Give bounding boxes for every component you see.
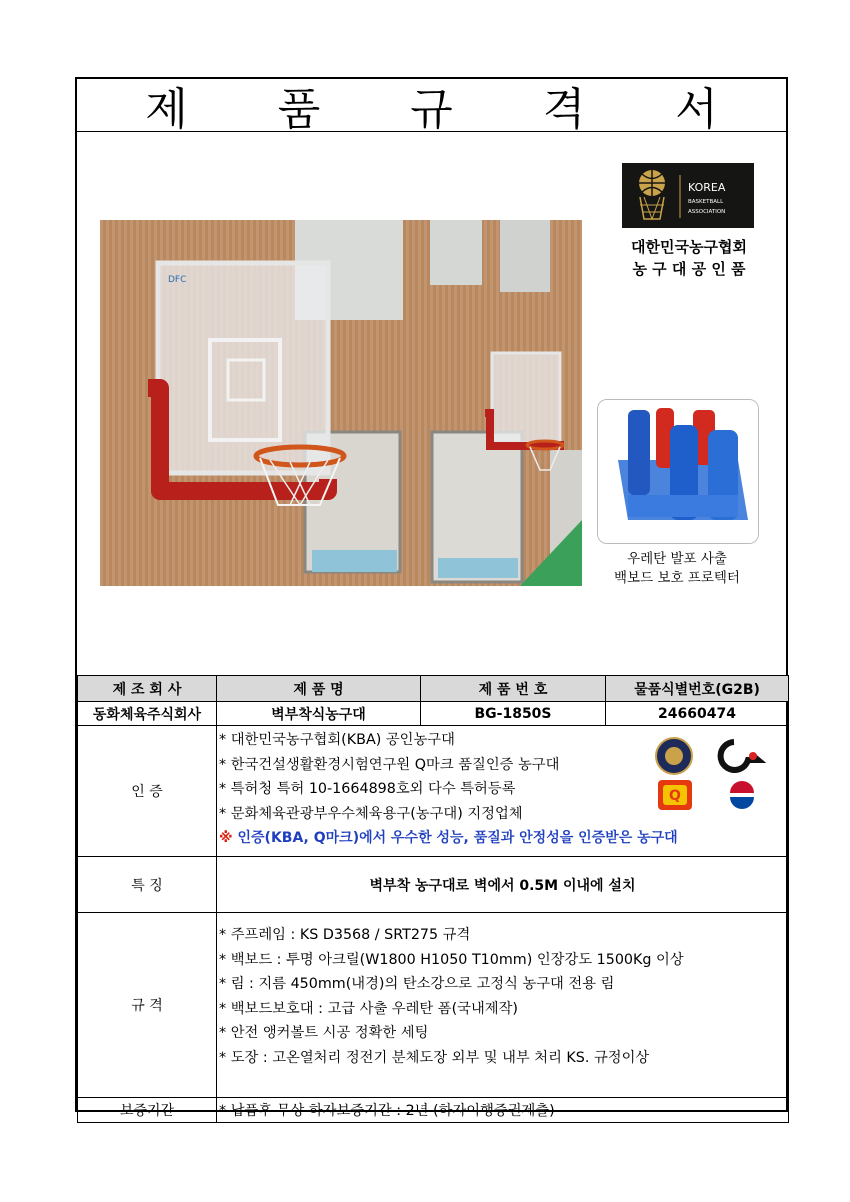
header-g2b-number: 물품식별번호(G2B) xyxy=(606,676,789,702)
header-product-number: 제 품 번 호 xyxy=(421,676,606,702)
spec-line: * 주프레임 : KS D3568 / SRT275 규격 xyxy=(219,927,471,943)
feature-row xyxy=(78,857,789,913)
table-value-row xyxy=(78,702,789,726)
feature-text: 벽부착 농구대로 벽에서 0.5M 이내에 설치 xyxy=(217,857,789,913)
protector-photo xyxy=(597,399,759,544)
spec-line: * 도장 : 고온열처리 정전기 분체도장 외부 및 내부 처리 KS. 규정이상 xyxy=(219,1049,650,1066)
note-text: 인증(KBA, Q마크)에서 우수한 성능, 품질과 안정성을 인증받은 농구대 xyxy=(232,830,678,846)
spec-table xyxy=(77,675,789,1123)
value-g2b-number: 24660474 xyxy=(606,702,789,726)
certification-line: * 대한민국농구협회(KBA) 공인농구대 xyxy=(219,732,455,748)
value-product-name: 벽부착식농구대 xyxy=(217,702,421,726)
certification-label: 인 증 xyxy=(78,726,217,857)
certification-content xyxy=(217,726,789,857)
gym-wall-illustration xyxy=(100,220,582,586)
protector-caption xyxy=(597,550,757,588)
protector-illustration xyxy=(598,400,758,543)
kba-logo-text-2: BASKETBALL xyxy=(688,199,724,205)
photo-area xyxy=(77,132,786,675)
spec-line: * 림 : 지름 450mm(내경)의 탄소강으로 고정식 농구대 전용 림 xyxy=(219,976,615,992)
table-header-row xyxy=(78,676,789,702)
certification-logos xyxy=(652,736,770,816)
warranty-row xyxy=(78,1098,789,1123)
kba-basketball-icon xyxy=(622,163,754,228)
certification-row xyxy=(78,726,789,857)
spec-line: * 백보드보호대 : 고급 사출 우레탄 폼(국내제작) xyxy=(219,1000,518,1017)
certification-line: * 특허청 특허 10-1664898호외 다수 특허등록 xyxy=(219,781,516,797)
spec-label: 규 격 xyxy=(78,913,217,1098)
kba-caption xyxy=(613,236,765,280)
warranty-label: 보증기간 xyxy=(78,1098,217,1123)
header-product-name: 제 품 명 xyxy=(217,676,421,702)
kba-logo-text-3: ASSOCIATION xyxy=(688,209,726,215)
warranty-text: * 납품후 무상 하자보증기간 : 2년 (하자이행증권제출) xyxy=(217,1098,789,1123)
backboard-brand-text: DFC xyxy=(168,275,187,285)
header-manufacturer: 제 조 회 사 xyxy=(78,676,217,702)
certification-line: * 문화체육관광부우수체육용구(농구대) 지정업체 xyxy=(219,805,523,822)
page-title: 제 품 규 격 서 xyxy=(77,79,786,132)
kba-caption-line-2: 농 구 대 공 인 품 xyxy=(632,260,746,278)
q-mark-text: Q xyxy=(669,788,681,804)
spec-line: * 백보드 : 투명 아크릴(W1800 H1050 T10mm) 인장강도 1500Kg 이상 xyxy=(219,951,684,968)
feature-label: 특 징 xyxy=(78,857,217,913)
certification-line: * 한국건설생활환경시험연구원 Q마크 품질인증 농구대 xyxy=(219,756,560,773)
spec-content xyxy=(217,913,789,1098)
cert-logos-graphic xyxy=(652,736,770,816)
value-manufacturer: 동화체육주식회사 xyxy=(78,702,217,726)
kba-logo xyxy=(622,163,754,228)
protector-caption-line-2: 백보드 보호 프로텍터 xyxy=(614,570,740,586)
certification-note xyxy=(219,826,788,851)
kba-logo-text-1: KOREA xyxy=(688,181,726,194)
protector-caption-line-1: 우레탄 발포 사출 xyxy=(627,551,727,567)
spec-sheet xyxy=(75,77,788,1119)
spec-line: * 안전 앵커볼트 시공 정확한 세팅 xyxy=(219,1025,429,1041)
product-photo xyxy=(100,220,582,586)
value-product-number: BG-1850S xyxy=(421,702,606,726)
kba-caption-line-1: 대한민국농구협회 xyxy=(631,238,747,256)
spec-row xyxy=(78,913,789,1098)
note-mark: ※ xyxy=(219,830,233,846)
